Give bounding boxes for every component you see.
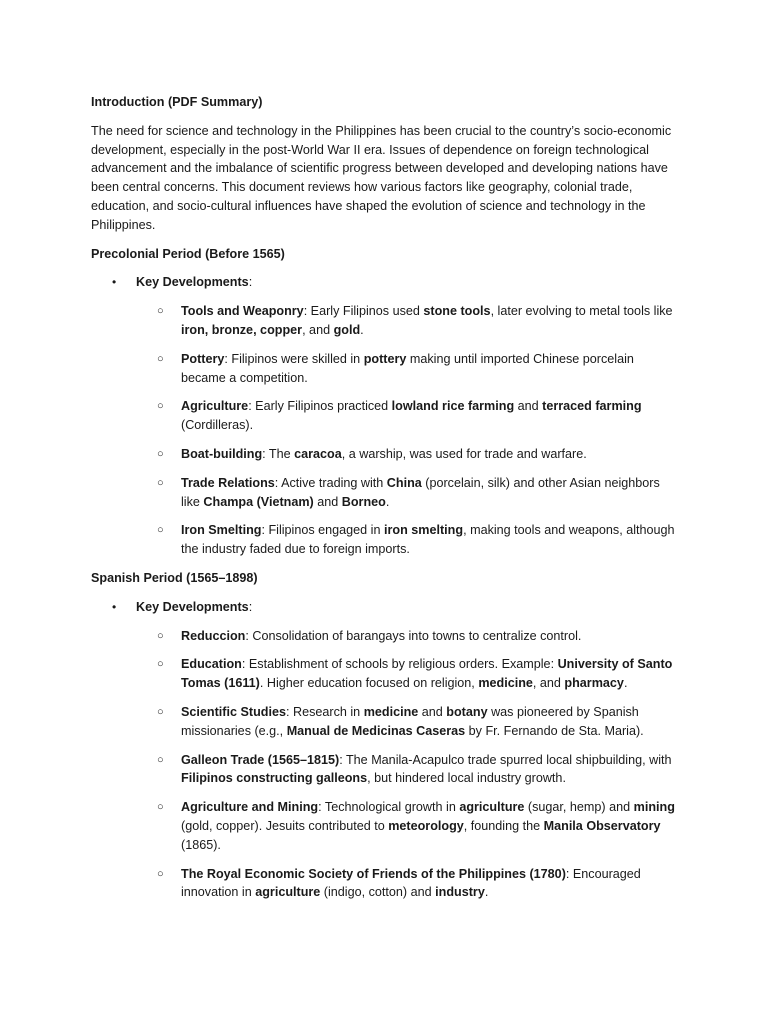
list-item (91, 798, 681, 854)
text-run: . (360, 322, 364, 337)
list-item (91, 655, 681, 693)
text-run: : The Manila-Acapulco trade spurred local shipbuilding, with (339, 752, 672, 767)
bold-text: China (386, 475, 422, 490)
bold-text: gold (333, 322, 361, 337)
text-run: by Fr. Fernando de Sta. Maria). (465, 723, 644, 738)
key-developments-colon: : (248, 599, 253, 614)
text-run: (indigo, cotton) and (320, 885, 436, 900)
text-run: , but hindered local industry growth. (367, 771, 566, 786)
sub-bullet-marker: ○ (157, 352, 164, 365)
list-item (91, 865, 681, 903)
text-run: : The (262, 446, 295, 461)
bullet-marker: • (112, 275, 117, 290)
sub-bullet-marker: ○ (157, 524, 164, 537)
text-run: , founding the (463, 818, 544, 833)
bold-text: caracoa (294, 446, 342, 461)
sub-bullet-marker: ○ (157, 476, 164, 489)
bullet-marker: • (112, 599, 117, 614)
text-run: : Active trading with (274, 475, 387, 490)
bold-text: Tools and Weaponry (181, 304, 304, 319)
sub-bullet-marker: ○ (157, 658, 164, 671)
text-run: (porcelain, silk) and other Asian neighbors like (181, 475, 660, 509)
spanish-heading: Spanish Period (1565–1898) (91, 570, 258, 585)
precolonial-key-developments (91, 273, 681, 292)
text-run: (gold, copper). Jesuits contributed to (181, 818, 389, 833)
sub-bullet-marker: ○ (157, 753, 164, 766)
text-run: . (623, 676, 628, 691)
bold-text: iron smelting (384, 523, 464, 538)
text-run: , later evolving to metal tools like (490, 304, 673, 319)
list-item (91, 703, 681, 741)
list-item (91, 302, 681, 340)
bold-text: stone tools (423, 304, 491, 319)
text-run: : Establishment of schools by religious orders. Example: (241, 657, 558, 672)
bold-text: botany (446, 704, 488, 719)
list-item (91, 474, 681, 512)
bold-text: lowland rice farming (391, 399, 515, 414)
intro-heading: Introduction (PDF Summary) (91, 95, 263, 109)
bold-text: Iron Smelting (181, 523, 262, 538)
key-developments-label: Key Developments (136, 275, 249, 290)
precolonial-list (91, 302, 681, 559)
intro-paragraph: The need for science and technology in the Philippines has been crucial to the country’s socio-economic development, especially in the post-World War II era. Issues of dependence on foreign technological advancement and the imbalance of scientific progress between developed and developing nations have been central concerns. This document reviews how various factors like geography, colonial trade, education, and socio-cultural influences have shaped the evolution of science and technology in the Philippines. (91, 123, 672, 232)
bold-text: The Royal Economic Society of Friends of the Philippines (1780) (181, 866, 566, 881)
bold-text: Agriculture and Mining (181, 800, 319, 815)
bold-text: Scientific Studies (181, 704, 286, 719)
bold-text: Pottery (181, 351, 225, 366)
text-run: and (418, 704, 447, 719)
bold-text: medicine (478, 676, 533, 691)
sub-bullet-marker: ○ (157, 705, 164, 718)
bold-text: Trade Relations (181, 475, 275, 490)
text-run: . (484, 885, 489, 900)
bold-text: meteorology (388, 818, 464, 833)
bold-text: Manila Observatory (543, 818, 661, 833)
bold-text: pottery (363, 351, 407, 366)
key-developments-colon: : (248, 275, 253, 290)
text-run: : Filipinos were skilled in (224, 351, 364, 366)
text-run: , and (532, 676, 565, 691)
bold-text: medicine (363, 704, 419, 719)
bold-text: mining (633, 800, 675, 815)
text-run: (1865). (181, 837, 221, 852)
bold-text: Filipinos constructing galleons (181, 771, 368, 786)
text-run: was pioneered by Spanish missionaries (e.g., (181, 704, 639, 738)
bold-text: Champa (Vietnam) (203, 494, 314, 509)
list-item (91, 397, 681, 435)
text-run: (Cordilleras). (181, 418, 254, 433)
spanish-list (91, 627, 681, 903)
bold-text: agriculture (459, 800, 525, 815)
list-item (91, 521, 681, 559)
text-run: : Early Filipinos used (303, 304, 424, 319)
bold-text: terraced farming (542, 399, 642, 414)
text-run: . (385, 494, 390, 509)
list-item (91, 751, 681, 789)
bold-text: Education (181, 657, 242, 672)
bold-text: Boat-building (181, 446, 263, 461)
bold-text: Manual de Medicinas Caseras (286, 723, 466, 738)
list-item (91, 350, 681, 388)
bold-text: University of Santo Tomas (1611) (181, 657, 673, 691)
document-content (91, 93, 681, 912)
key-developments-label: Key Developments (136, 599, 249, 614)
text-run: : Encouraged innovation in (181, 866, 641, 900)
text-run: , and (302, 322, 334, 337)
text-run: : Early Filipinos practiced (248, 399, 392, 414)
text-run: (sugar, hemp) and (524, 800, 634, 815)
text-run: and (313, 494, 342, 509)
text-run: , a warship, was used for trade and warfare. (341, 446, 587, 461)
bold-text: Galleon Trade (1565–1815) (181, 752, 340, 767)
bold-text: Borneo (341, 494, 386, 509)
sub-bullet-marker: ○ (157, 801, 164, 814)
sub-bullet-marker: ○ (157, 400, 164, 413)
precolonial-heading: Precolonial Period (Before 1565) (91, 246, 285, 261)
bold-text: Reduccion (181, 628, 246, 643)
bold-text: agriculture (255, 885, 321, 900)
text-run: making until imported Chinese porcelain became a competition. (181, 351, 634, 385)
text-run: . Higher education focused on religion, (259, 676, 479, 691)
sub-bullet-marker: ○ (157, 867, 164, 880)
text-run: : Filipinos engaged in (261, 523, 384, 538)
sub-bullet-marker: ○ (157, 305, 164, 318)
spanish-key-developments (91, 598, 681, 617)
text-run: and (514, 399, 543, 414)
text-run: : Research in (285, 704, 364, 719)
list-item (91, 445, 681, 464)
bold-text: industry (435, 885, 485, 900)
sub-bullet-marker: ○ (157, 447, 164, 460)
list-item (91, 627, 681, 646)
sub-bullet-marker: ○ (157, 629, 164, 642)
bold-text: pharmacy (564, 676, 624, 691)
bold-text: iron, bronze, copper (181, 322, 303, 337)
text-run: , making tools and weapons, although the industry faded due to foreign imports. (181, 523, 675, 557)
text-run: : Consolidation of barangays into towns to centralize control. (245, 628, 582, 643)
bold-text: Agriculture (181, 399, 249, 414)
text-run: : Technological growth in (318, 800, 460, 815)
